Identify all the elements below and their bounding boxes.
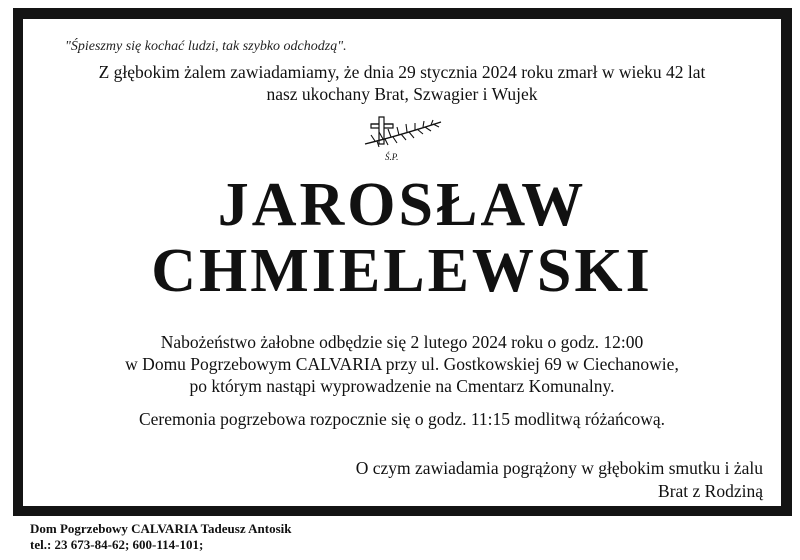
closing-line-1: O czym zawiadamia pogrążony w głębokim smutku i żalu	[355, 458, 763, 478]
intro-line-2: nasz ukochany Brat, Szwagier i Wujek	[266, 84, 538, 104]
obituary-panel	[23, 19, 781, 506]
service-details	[23, 331, 781, 397]
intro-line-1: Z głębokim żalem zawiadamiamy, że dnia 29 stycznia 2024 roku zmarł w wieku 42 lat	[98, 62, 706, 82]
service-line-3: po którym nastąpi wyprowadzenie na Cmentarz Komunalny.	[189, 376, 615, 396]
ceremony-text: Ceremonia pogrzebowa rozpocznie się o godz. 11:15 modlitwą różańcową.	[138, 409, 666, 429]
funeral-home-phone: tel.: 23 673-84-62; 600-114-101;	[30, 537, 204, 552]
service-line-1: Nabożeństwo żałobne odbędzie się 2 lutego 2024 roku o godz. 12:00	[160, 332, 644, 352]
funeral-home-name: Dom Pogrzebowy CALVARIA Tadeusz Antosik	[30, 521, 292, 536]
sp-abbreviation: Ś.P.	[385, 152, 399, 162]
quote-text: "Śpieszmy się kochać ludzi, tak szybko odchodzą".	[65, 39, 347, 54]
deceased-first-name: JAROSŁAW	[217, 171, 587, 239]
service-line-2: w Domu Pogrzebowym CALVARIA przy ul. Gostkowskiej 69 w Ciechanowie,	[125, 354, 679, 374]
funeral-home-footer	[30, 521, 292, 553]
closing-text	[356, 457, 763, 503]
announcement-intro	[23, 61, 781, 105]
black-border-frame	[13, 8, 792, 516]
cross-with-palm-branch-icon	[353, 114, 448, 156]
closing-signature: Brat z Rodziną	[658, 481, 763, 501]
deceased-last-name: CHMIELEWSKI	[151, 237, 653, 305]
